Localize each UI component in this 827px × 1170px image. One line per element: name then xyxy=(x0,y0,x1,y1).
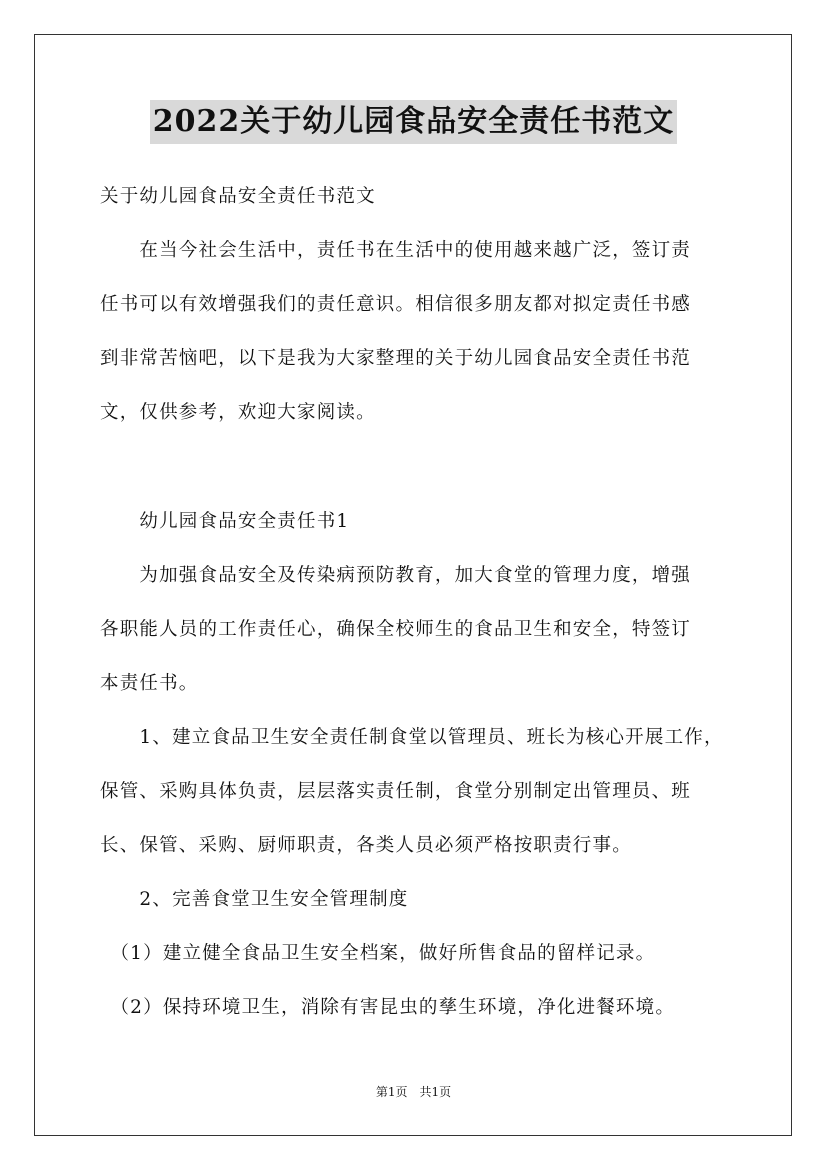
section-heading: 幼儿园食品安全责任书1 xyxy=(100,511,350,532)
text-line: 长、保管、采购、厨师职责，各类人员必须严格按职责行事。 xyxy=(100,835,632,856)
text-line: 本责任书。 xyxy=(100,673,199,694)
text-line: （2）保持环境卫生，消除有害昆虫的孳生环境，净化进餐环境。 xyxy=(100,997,676,1018)
text-line: 文，仅供参考，欢迎大家阅读。 xyxy=(100,402,376,423)
text-line: 各职能人员的工作责任心，确保全校师生的食品卫生和安全，特签订 xyxy=(100,619,692,640)
text-line: 保管、采购具体负责，层层落实责任制，食堂分别制定出管理员、班 xyxy=(100,781,692,802)
text-line: （1）建立健全食品卫生安全档案，做好所售食品的留样记录。 xyxy=(100,943,656,964)
text-line: 为加强食品安全及传染病预防教育，加大食堂的管理力度，增强 xyxy=(100,565,692,586)
document-title: 2022关于幼儿园食品安全责任书范文 xyxy=(150,100,678,144)
text-line: 2、完善食堂卫生安全管理制度 xyxy=(100,889,409,910)
text-line: 任书可以有效增强我们的责任意识。相信很多朋友都对拟定责任书感 xyxy=(100,294,692,315)
document-title-wrap xyxy=(0,100,827,144)
text-line: 在当今社会生活中，责任书在生活中的使用越来越广泛，签订责 xyxy=(100,240,692,261)
text-line: 到非常苦恼吧，以下是我为大家整理的关于幼儿园食品安全责任书范 xyxy=(100,348,692,369)
text-line: 1、建立食品卫生安全责任制食堂以管理员、班长为核心开展工作， xyxy=(100,727,724,748)
page-footer: 第1页 共1页 xyxy=(375,1085,452,1099)
text-line: 关于幼儿园食品安全责任书范文 xyxy=(100,186,376,207)
